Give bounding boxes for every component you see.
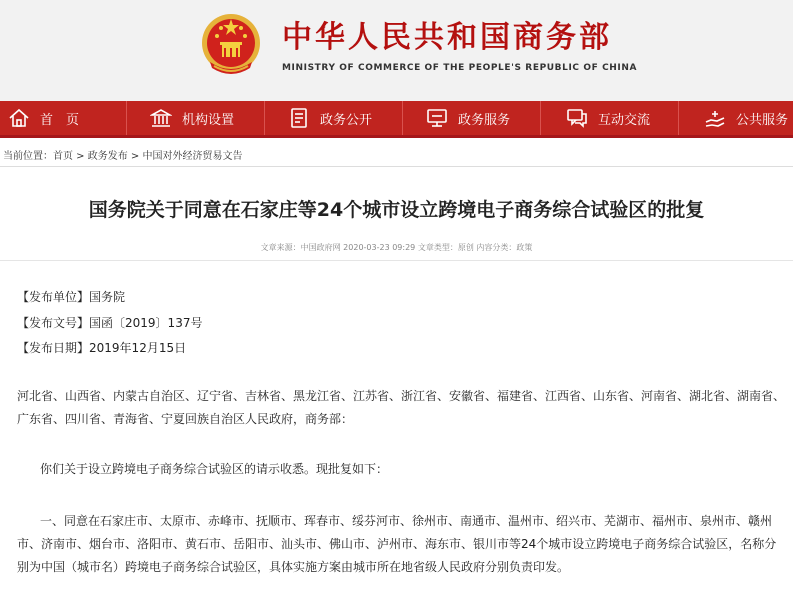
field-issuer	[17, 288, 125, 305]
breadcrumb	[3, 147, 243, 162]
article-title: 国务院关于同意在石家庄等24个城市设立跨境电子商务综合试验区的批复	[88, 199, 705, 221]
field-issue-date	[17, 339, 186, 356]
home-icon	[8, 107, 30, 129]
nav-divider	[402, 101, 403, 135]
main-nav	[0, 101, 793, 138]
nav-item-label: 政务服务	[458, 112, 511, 128]
nav-item-organization[interactable]	[150, 101, 234, 135]
nav-item-interaction[interactable]	[566, 101, 650, 135]
nav-divider	[678, 101, 679, 135]
article-meta: 文章来源：中国政府网 2020-03-23 09:29 文章类型：原创 内容分类：政策	[260, 243, 533, 252]
site-title: 中华人民共和国商务部	[282, 20, 612, 55]
divider	[0, 166, 793, 167]
nav-item-label: 政务公开	[320, 112, 373, 128]
breadcrumb-link-releases[interactable]: 政务发布	[87, 151, 128, 162]
masthead	[0, 0, 793, 101]
field-doc-number	[17, 314, 202, 331]
breadcrumb-separator: >	[127, 151, 143, 162]
divider	[0, 260, 793, 261]
nav-divider	[540, 101, 541, 135]
site-subtitle: MINISTRY OF COMMERCE OF THE PEOPLE'S REPUBLIC OF CHINA	[282, 63, 638, 73]
nav-divider	[264, 101, 265, 135]
breadcrumb-separator: >	[73, 151, 88, 162]
breadcrumb-prefix: 当前位置：	[3, 151, 53, 162]
field-label: 【发布日期】	[17, 341, 90, 355]
nav-item-label: 公共服务	[736, 112, 789, 128]
national-emblem-icon	[200, 10, 262, 80]
field-value: 国务院	[89, 290, 126, 304]
breadcrumb-link-announcements[interactable]: 中国对外经济贸易文告	[142, 151, 243, 162]
nav-item-label: 互动交流	[598, 112, 651, 128]
document-icon	[288, 107, 310, 129]
nav-item-public-info[interactable]	[288, 101, 372, 135]
field-label: 【发布文号】	[17, 316, 90, 330]
field-value: 国函〔2019〕137号	[89, 316, 203, 330]
building-icon	[150, 107, 172, 129]
nav-item-home[interactable]	[8, 101, 79, 135]
nav-item-public-service[interactable]	[704, 101, 788, 135]
clause-paragraph: 一、同意在石家庄市、太原市、赤峰市、抚顺市、珲春市、绥芬河市、徐州市、南通市、温州市、绍兴市、芜湖市、福州市、泉州市、赣州市、济南市、烟台市、洛阳市、黄石市、岳阳市、汕头市、佛山市、泸州市、海东市、银川市等24个城市设立跨境电子商务综合试验区，名称分别为中国（城市名）跨境电子商务综合试验区，具体实施方案由城市所在地省级人民政府分别负责印发。	[17, 514, 777, 574]
chat-icon	[566, 107, 588, 129]
hand-service-icon	[704, 107, 726, 129]
nav-item-label: 机构设置	[182, 112, 235, 128]
breadcrumb-link-home[interactable]: 首页	[53, 151, 73, 162]
recipients-paragraph: 河北省、山西省、内蒙古自治区、辽宁省、吉林省、黑龙江省、江苏省、浙江省、安徽省、福建省、江西省、山东省、河南省、湖北省、湖南省、广东省、四川省、青海省、宁夏回族自治区人民政府，商务部：	[17, 389, 786, 426]
nav-divider	[126, 101, 127, 135]
nav-item-gov-service[interactable]	[426, 101, 510, 135]
nav-item-label: 首 页	[40, 112, 80, 128]
field-value: 2019年12月15日	[89, 341, 187, 355]
monitor-icon	[426, 107, 448, 129]
field-label: 【发布单位】	[17, 290, 90, 304]
intro-paragraph: 你们关于设立跨境电子商务综合试验区的请示收悉。现批复如下：	[40, 462, 389, 476]
